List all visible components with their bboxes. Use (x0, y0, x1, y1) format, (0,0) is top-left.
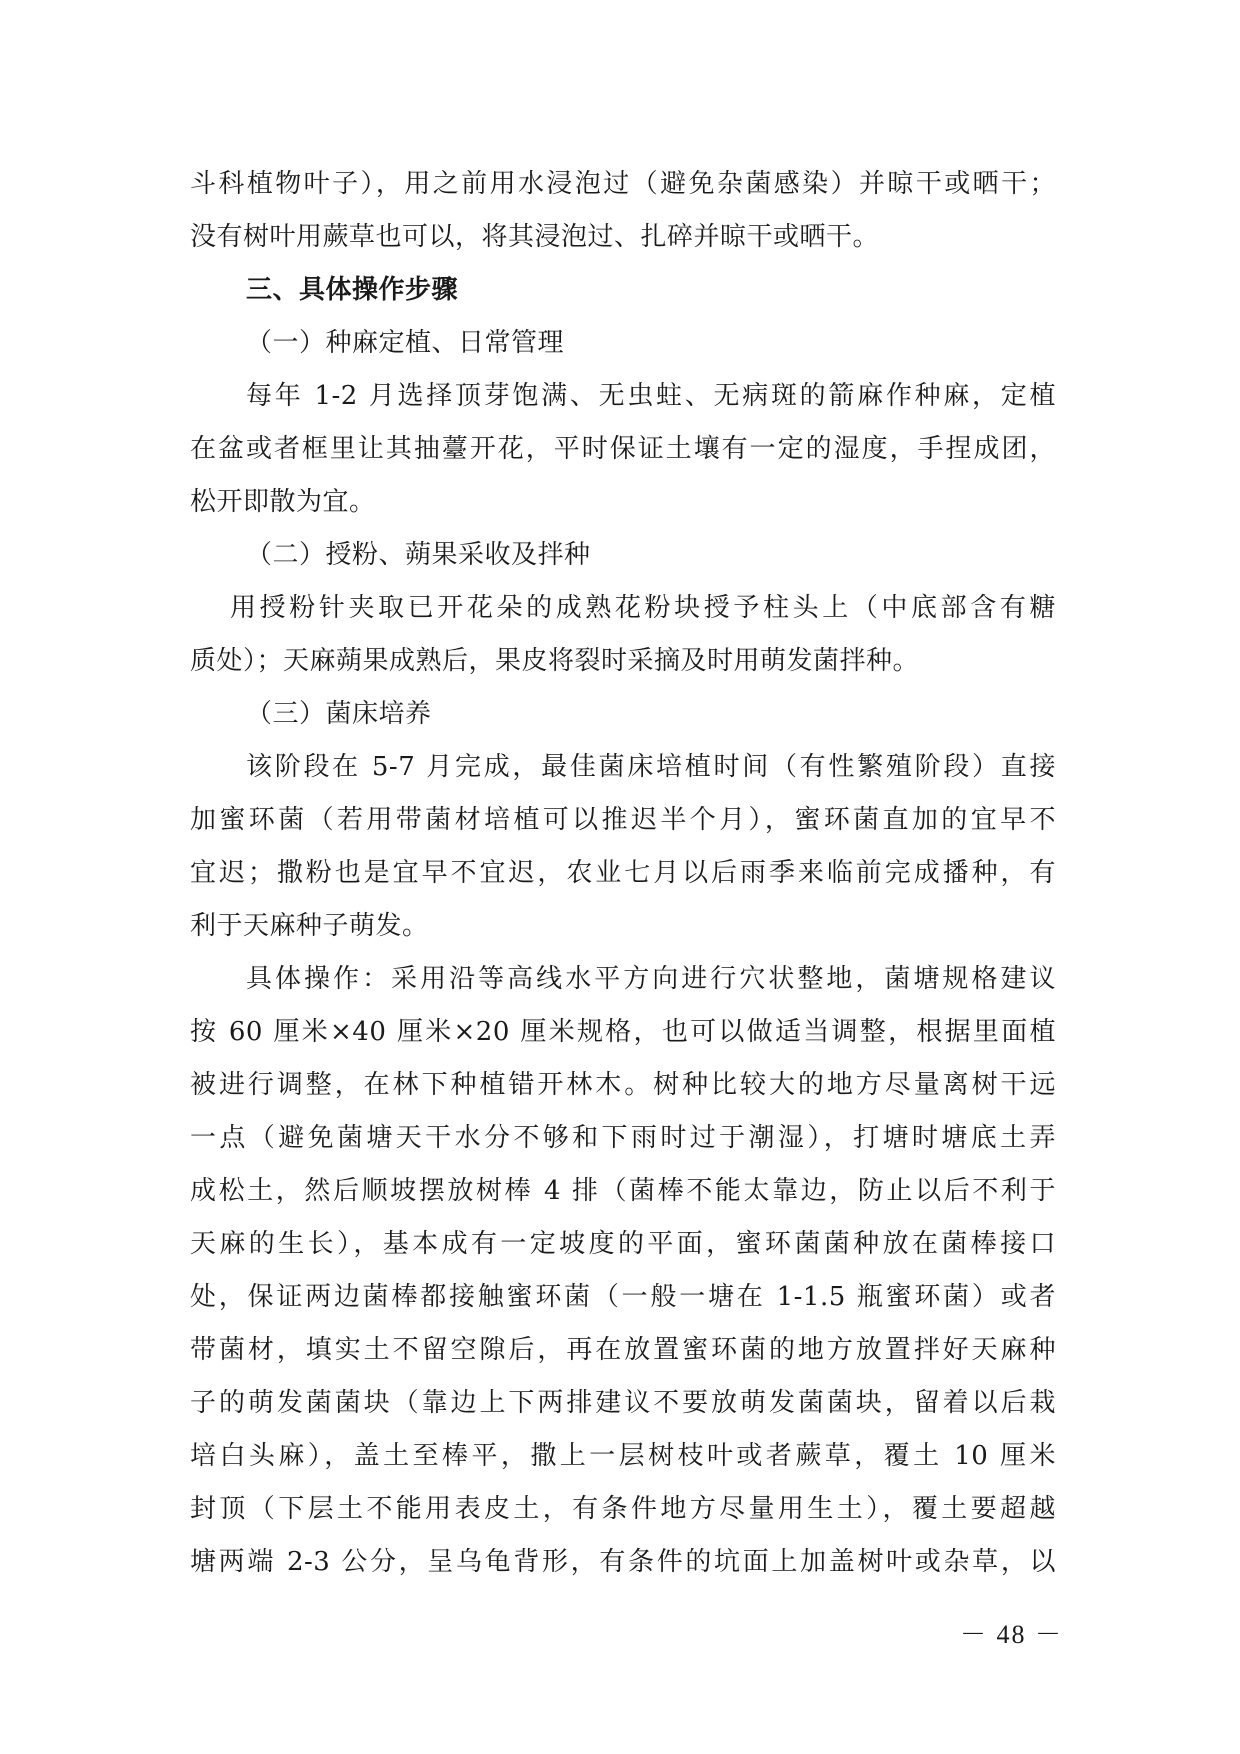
subsection-heading: （一）种麻定植、日常管理 (246, 328, 565, 358)
paragraph-line: 被进行调整，在林下种植错开林木。树种比较大的地方尽量离树干远 (190, 1070, 1056, 1100)
page-number: － 48 － (960, 1620, 1064, 1649)
paragraph-line: 松开即散为宜。 (190, 487, 376, 517)
paragraph-line: 子的萌发菌菌块（靠边上下两排建议不要放萌发菌菌块，留着以后栽 (190, 1388, 1056, 1418)
paragraph-line: 利于天麻种子萌发。 (190, 911, 429, 941)
paragraph-line: 在盆或者框里让其抽薹开花，平时保证土壤有一定的湿度，手捏成团， (190, 434, 1056, 464)
paragraph-line: 没有树叶用蕨草也可以，将其浸泡过、扎碎并晾干或晒干。 (190, 222, 880, 252)
paragraph-line: 宜迟；撒粉也是宜早不宜迟，农业七月以后雨季来临前完成播种，有 (190, 858, 1056, 888)
paragraph-line: 质处）；天麻蒴果成熟后，果皮将裂时采摘及时用萌发菌拌种。 (190, 646, 920, 676)
paragraph-line: 斗科植物叶子），用之前用水浸泡过（避免杂菌感染）并晾干或晒干； (190, 169, 1056, 199)
paragraph-line: 处，保证两边菌棒都接触蜜环菌（一般一塘在 1-1.5 瓶蜜环菌）或者 (190, 1282, 1056, 1312)
paragraph-line: 封顶（下层土不能用表皮土，有条件地方尽量用生土），覆土要超越 (190, 1494, 1056, 1524)
paragraph-line: 带菌材，填实土不留空隙后，再在放置蜜环菌的地方放置拌好天麻种 (190, 1335, 1056, 1365)
section-heading: 三、具体操作步骤 (246, 275, 459, 305)
paragraph-line: 塘两端 2-3 公分，呈乌龟背形，有条件的坑面上加盖树叶或杂草，以 (190, 1547, 1056, 1577)
document-body (190, 158, 1056, 1589)
paragraph-line: 加蜜环菌（若用带菌材培植可以推迟半个月），蜜环菌直加的宜早不 (190, 805, 1056, 835)
paragraph-line: 具体操作：采用沿等高线水平方向进行穴状整地，菌塘规格建议 (246, 964, 1056, 994)
paragraph-line: 成松土，然后顺坡摆放树棒 4 排（菌棒不能太靠边，防止以后不利于 (190, 1176, 1056, 1206)
paragraph-line: 用授粉针夹取已开花朵的成熟花粉块授予柱头上（中底部含有糖 (230, 593, 1056, 623)
paragraph-line: 培白头麻），盖土至棒平，撒上一层树枝叶或者蕨草，覆土 10 厘米 (190, 1441, 1056, 1471)
paragraph-line: 一点（避免菌塘天干水分不够和下雨时过于潮湿），打塘时塘底土弄 (190, 1123, 1056, 1153)
paragraph-line: 按 60 厘米×40 厘米×20 厘米规格，也可以做适当调整，根据里面植 (190, 1017, 1056, 1047)
subsection-heading: （二）授粉、蒴果采收及拌种 (246, 540, 591, 570)
paragraph-line: 该阶段在 5-7 月完成，最佳菌床培植时间（有性繁殖阶段）直接 (246, 752, 1056, 782)
paragraph-line: 每年 1-2 月选择顶芽饱满、无虫蛀、无病斑的箭麻作种麻，定植 (246, 381, 1056, 411)
paragraph-line: 天麻的生长），基本成有一定坡度的平面，蜜环菌菌种放在菌棒接口 (190, 1229, 1056, 1259)
subsection-heading: （三）菌床培养 (246, 699, 432, 729)
